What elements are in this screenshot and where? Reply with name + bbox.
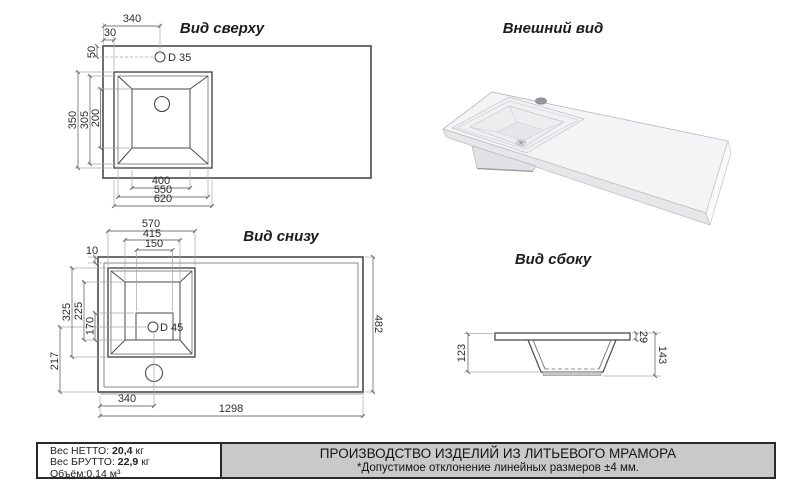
- dim-label-29: 29: [637, 330, 649, 344]
- bottom-view: [49, 218, 384, 417]
- basin-profile-side-view: [528, 340, 616, 376]
- external-view-title: Внешний вид: [502, 20, 604, 37]
- dim-label-1298: 1298: [218, 403, 244, 415]
- dim-label-143: 143: [656, 345, 668, 365]
- dim-label-350: 350: [67, 110, 79, 130]
- dim-label-305: 305: [79, 110, 91, 130]
- top-view-title: Вид сверху: [179, 20, 265, 37]
- top-view: [67, 13, 371, 207]
- dim-label-340-bottom: 340: [117, 393, 137, 405]
- weight-info-box: [36, 442, 222, 479]
- gross-weight-unit: кг: [141, 456, 150, 469]
- dim-label-570: 570: [141, 218, 161, 230]
- gross-weight-line: [50, 457, 216, 468]
- dim-label-225: 225: [73, 301, 85, 321]
- bottom-bar: [36, 442, 776, 479]
- net-weight-label: Вес НЕТТО:: [50, 445, 110, 457]
- dim-label-620: 620: [153, 193, 173, 205]
- countertop-outline-bottom-view: [98, 257, 363, 392]
- gross-weight-value: 22,9: [117, 456, 139, 469]
- dim-label-50: 50: [86, 45, 98, 59]
- dim-label-325: 325: [61, 302, 73, 322]
- dim-label-550: 550: [153, 184, 173, 196]
- net-weight-value: 20,4: [112, 445, 133, 457]
- net-weight-unit: кг: [135, 445, 144, 457]
- bottom-view-title: Вид снизу: [243, 228, 319, 245]
- side-view: [456, 331, 668, 376]
- countertop-outline-top-view: [103, 46, 371, 178]
- side-view-title: Вид сбоку: [514, 251, 592, 268]
- dim-label-482: 482: [372, 314, 384, 334]
- external-view-3d: [443, 92, 731, 225]
- dim-label-150: 150: [144, 238, 164, 250]
- faucet-hole-3d: [536, 98, 547, 104]
- drain-hole-label: D 45: [160, 322, 184, 334]
- banner-title: ПРОИЗВОДСТВО ИЗДЕЛИЙ ИЗ ЛИТЬЕВОГО МРАМОРА: [319, 446, 677, 461]
- dim-label-217: 217: [49, 351, 61, 371]
- gross-weight-label: Вес БРУТТО:: [50, 456, 115, 469]
- dim-label-415: 415: [142, 228, 162, 240]
- dim-label-123: 123: [456, 343, 468, 363]
- dim-label-340: 340: [122, 13, 142, 25]
- dim-label-400: 400: [151, 175, 171, 187]
- dim-label-200: 200: [90, 108, 102, 128]
- dim-label-30: 30: [103, 27, 117, 39]
- banner-tolerance-note: *Допустимое отклонение линейных размеров ±4 мм.: [357, 462, 639, 474]
- dim-label-170: 170: [84, 316, 97, 336]
- volume-line: Объём:0,14 м³: [50, 467, 121, 480]
- drain-hole-center-3d: [519, 141, 523, 143]
- basin-foot-side-view: [543, 372, 601, 376]
- faucet-hole-label: D 35: [168, 52, 192, 64]
- production-banner: [220, 442, 776, 479]
- countertop-slab-side-view: [495, 333, 630, 340]
- dim-label-10: 10: [85, 245, 99, 257]
